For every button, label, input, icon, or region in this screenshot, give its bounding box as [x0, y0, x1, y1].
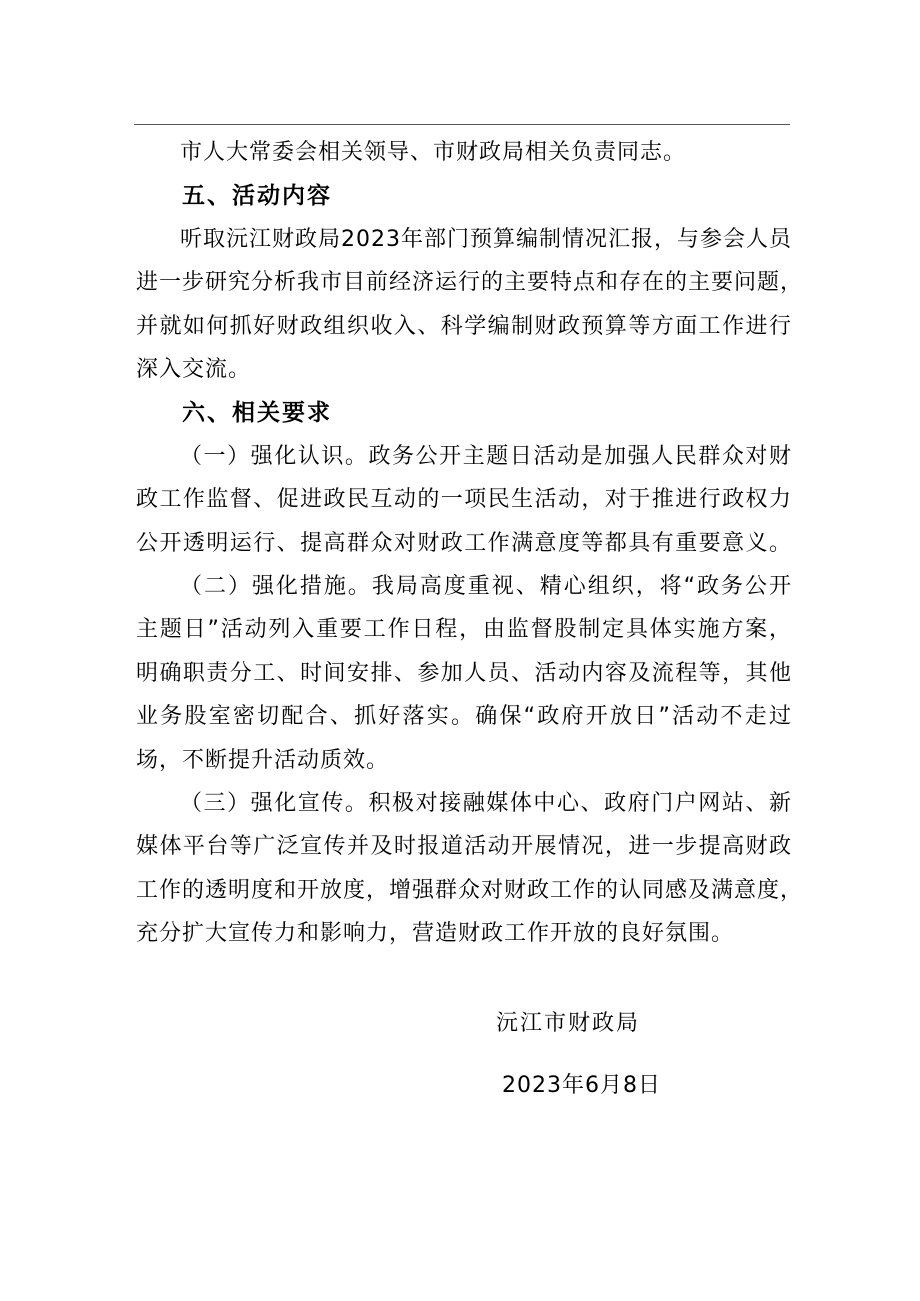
section-five-line: 深入交流。: [136, 357, 252, 382]
requirement-two-line: 明确职责分工、时间安排、参加人员、活动内容及流程等，其他: [136, 661, 792, 686]
requirement-two-line: 场，不断提升活动质效。: [136, 748, 390, 773]
requirement-one-line: 政工作监督、促进政民互动的一项民生活动，对于推进行政权力: [136, 487, 792, 512]
requirement-two-line: 主题日”活动列入重要工作日程，由监督股制定具体实施方案，: [136, 617, 792, 642]
requirement-three-line: 充分扩大宣传力和影响力，营造财政工作开放的良好氛围。: [136, 921, 735, 946]
requirement-two-line: （二）强化措施。我局高度重视、精心组织，将“政务公开: [180, 574, 792, 599]
requirement-three-line: （三）强化宣传。积极对接融媒体中心、政府门户网站、新: [180, 791, 792, 816]
requirement-two-line: 业务股室密切配合、抓好落实。确保“政府开放日”活动不走过: [136, 704, 792, 729]
requirement-one-line: （一）强化认识。政务公开主题日活动是加强人民群众对财: [180, 444, 792, 469]
section-five-line: 进一步研究分析我市目前经济运行的主要特点和存在的主要问题，: [136, 270, 804, 295]
section-five-heading: 五、活动内容: [182, 183, 332, 209]
header-rule: [134, 124, 790, 125]
issuer-signature: 沅江市财政局: [496, 1011, 641, 1036]
requirement-one-line: 公开透明运行、提高群众对财政工作满意度等都具有重要意义。: [136, 531, 792, 556]
requirement-three-line: 工作的透明度和开放度，增强群众对财政工作的认同感及满意度，: [136, 878, 804, 903]
section-six-heading: 六、相关要求: [182, 400, 332, 426]
section-five-line: 并就如何抓好财政组织收入、科学编制财政预算等方面工作进行: [136, 314, 792, 339]
continued-paragraph-line: 市人大常委会相关领导、市财政局相关负责同志。: [180, 140, 687, 165]
issue-date: 2023年6月8日: [502, 1073, 661, 1098]
section-five-line: 听取沅江财政局2023年部门预算编制情况汇报，与参会人员: [180, 227, 792, 252]
requirement-three-line: 媒体平台等广泛宣传并及时报道活动开展情况，进一步提高财政: [136, 834, 792, 859]
